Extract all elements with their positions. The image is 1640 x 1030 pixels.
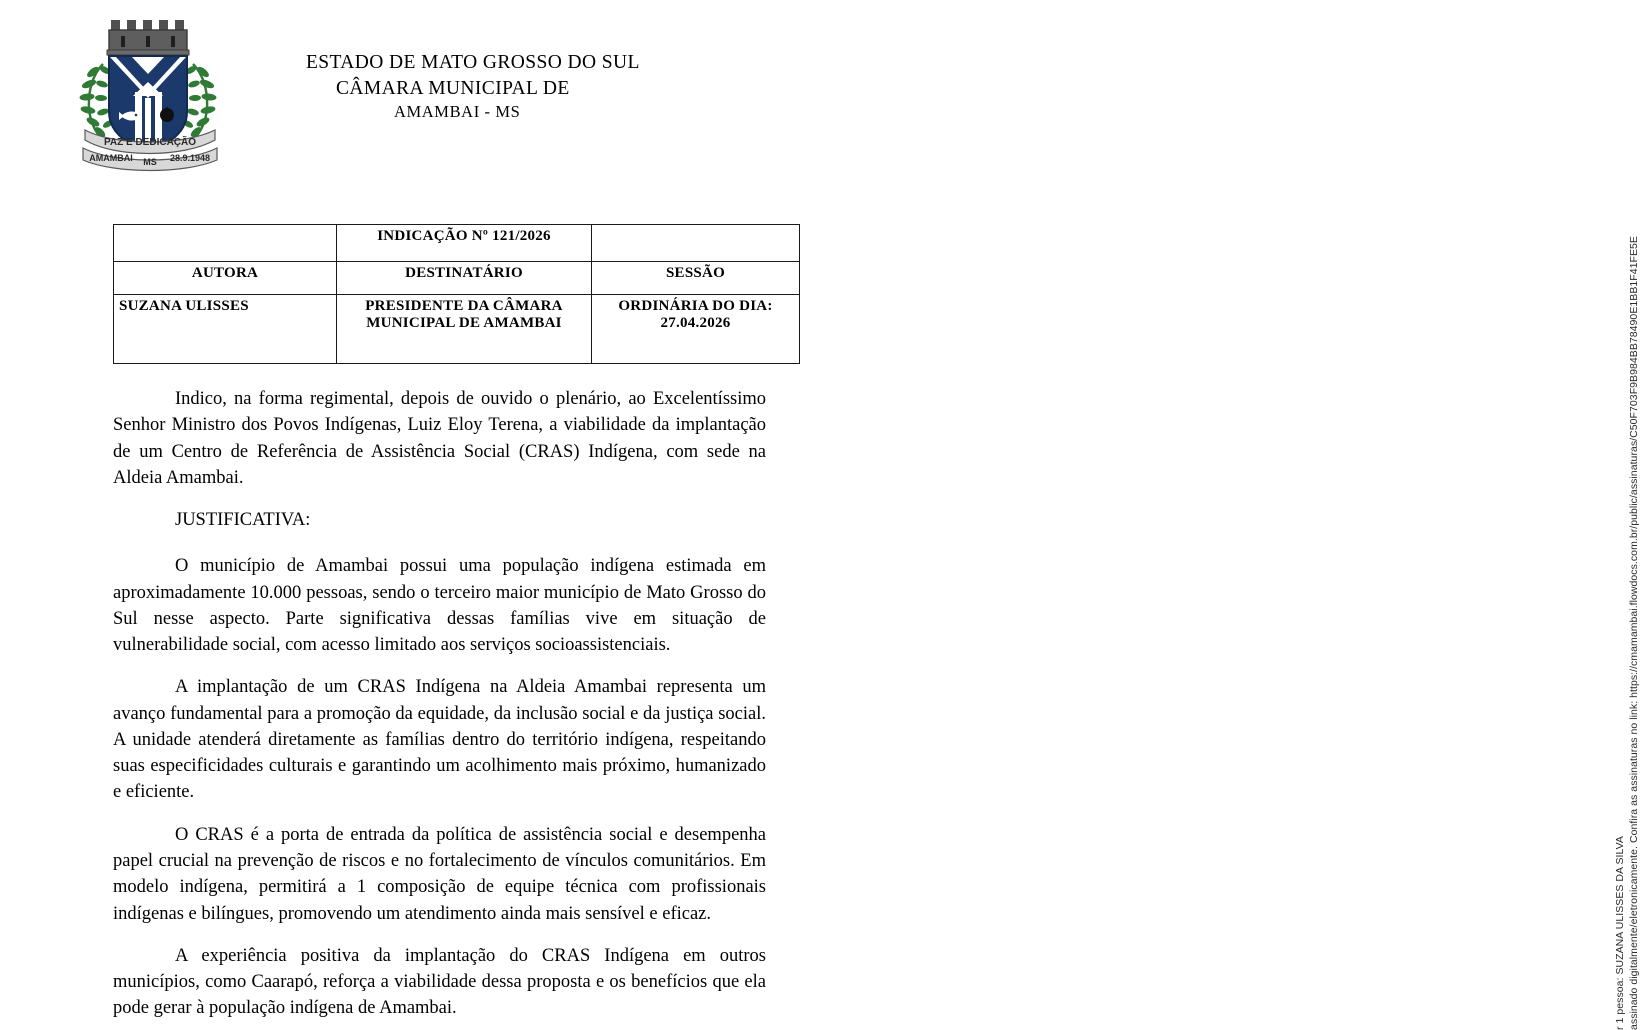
document-body: [0, 386, 800, 1022]
emblem-motto-right: 28.9.1948: [169, 153, 211, 163]
table-row-values: [114, 295, 800, 364]
emblem-motto-left: AMAMBAI: [89, 153, 133, 163]
header-title-block: [300, 8, 800, 123]
justificativa-heading: JUSTIFICATIVA:: [175, 510, 311, 531]
digital-signature-sidebar: [800, 0, 1640, 1030]
header-line-institution: CÂMARA MUNICIPAL DE: [336, 77, 570, 99]
table-header-autora: AUTORA: [114, 262, 337, 295]
emblem-motto-top: PAZ E DEDICAÇÃO: [103, 137, 197, 148]
paragraph-experiencia: A experiência positiva da implantação do CRAS Indígena em outros municípios, como Caarapó, reforça a viabilidade dessa proposta e os benefícios que ela pode gerar à população indígena de Amambai.: [113, 945, 766, 1019]
paragraph-implantacao: A implantação de um CRAS Indígena na Aldeia Amambai representa um avanço fundamental para a promoção da equidade, da inclusão social e da justiça social. A unidade atenderá diretamente as famílias dentro do território indígena, respeitando suas especificidades culturais e garantindo um acolhimento mais próximo, humanizado e eficiente.: [113, 677, 766, 803]
paragraph-cras-porta-entrada: O CRAS é a porta de entrada da política de assistência social e desempenha papel crucial na prevenção de riscos e no fortalecimento de vínculos comunitários. Em modelo indígena, permitirá a 1 composição de equipe técnica com profissionais indígenas e bilíngues, promovendo um atendimento ainda mais sensível e eficaz.: [113, 824, 766, 924]
paragraph-indicacao: Indico, na forma regimental, depois de ouvido o plenário, ao Excelentíssimo Senhor Ministro dos Povos Indígenas, Luiz Eloy Terena, a viabilidade da implantação de um Centro de Referência de Assistência Social (CRAS) Indígena, com sede na Aldeia Amambai.: [113, 389, 766, 488]
paragraph-populacao: O município de Amambai possui uma população indígena estimada em aproximadamente 10.000 pessoas, sendo o terceiro maior município de Mato Grosso do Sul nesse aspecto. Parte significativa dessas famílias vive em situação de vulnerabilidade social, com acesso limitado aos serviços socioassistenciais.: [113, 556, 766, 656]
header-line-state: ESTADO DE MATO GROSSO DO SUL: [306, 52, 640, 73]
document-header: [0, 0, 800, 172]
document-page: [0, 0, 800, 1024]
indicacao-table-container: [0, 224, 800, 364]
table-cell-autora: SUZANA ULISSES: [114, 295, 337, 364]
coat-of-arms-container: [0, 8, 300, 172]
table-cell-spacer-right: [592, 225, 800, 262]
header-line-city: AMAMBAI - MS: [394, 102, 521, 122]
table-header-destinatario: DESTINATÁRIO: [337, 262, 592, 295]
coat-of-arms-icon: [75, 12, 225, 172]
signature-verification-url: assinado digitalmente/eletronicamente. Confira as assinaturas no link: https://cmamambai.flowdocs.com.br/public/assinaturas/C50F703F9B984BB78490E1BB1F41FE5E: [1628, 236, 1640, 1030]
emblem-motto-mid: MS: [143, 157, 157, 167]
table-cell-indicacao-number: INDICAÇÃO Nº 121/2026: [337, 225, 592, 262]
table-cell-destinatario: PRESIDENTE DA CÂMARA MUNICIPAL DE AMAMBAI: [337, 295, 592, 364]
indicacao-table: [113, 224, 800, 364]
table-cell-sessao: ORDINÁRIA DO DIA: 27.04.2026: [592, 295, 800, 364]
table-cell-spacer-left: [114, 225, 337, 262]
table-header-sessao: SESSÃO: [592, 262, 800, 295]
signature-signer-name: r 1 pessoa: SUZANA ULISSES DA SILVA: [1614, 836, 1626, 1030]
table-row-title: [114, 225, 800, 262]
table-row-headers: [114, 262, 800, 295]
